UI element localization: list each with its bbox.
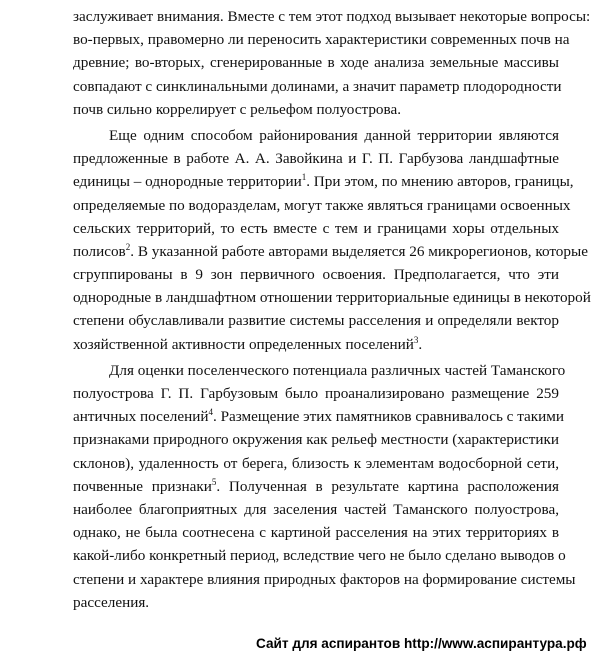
text-line <box>73 286 591 309</box>
text-line <box>73 28 570 51</box>
text-segment: полисов <box>73 242 126 260</box>
text-segment: . Размещение этих памятников сравнивалось с такими <box>212 408 565 426</box>
text-line <box>73 382 559 405</box>
text-segment: во-первых, правомерно ли переносить характеристики современных почв на <box>73 31 570 49</box>
text-line <box>73 405 565 428</box>
text-segment: однородные в ландшафтном отношении территориальные единицы в некоторой <box>73 289 591 307</box>
text-line <box>73 51 559 74</box>
footnote-reference: 1 <box>301 172 307 183</box>
text-segment: заслуживает внимания. Вместе с тем этот подход вызывает некоторые вопросы: <box>73 8 591 25</box>
paragraph <box>73 124 591 356</box>
text-segment: почв сильно коррелирует с рельефом полуострова. <box>73 100 402 118</box>
text-segment: склонов), удаленность от берега, близость к элементам водосборной сети, <box>73 454 559 472</box>
text-segment: почвенные признаки <box>73 477 212 495</box>
text-line <box>73 333 559 356</box>
text-segment: Для оценки поселенческого потенциала различных частей Таманского <box>109 361 566 379</box>
text-line <box>73 498 559 521</box>
text-segment: хозяйственной активности определенных поселений <box>73 335 414 353</box>
paragraph <box>73 359 576 614</box>
text-segment: . В указанной работе авторами выделяется 26 микрорегионов, которые <box>130 242 588 260</box>
text-line <box>73 217 559 240</box>
text-segment: степени обуславливали развитие системы расселения и определяли вектор <box>73 312 559 330</box>
text-segment: полуострова Г. П. Гарбузовым было проанализировано размещение 259 <box>73 385 559 402</box>
text-segment: степени и характере влияния природных факторов на формирование системы <box>73 570 576 588</box>
text-segment: совпадают с синклинальными долинами, а значит параметр плодородности <box>73 77 562 95</box>
text-segment: . При этом, по мнению авторов, границы, <box>306 173 574 191</box>
text-line <box>73 309 559 332</box>
text-line <box>73 98 559 121</box>
text-segment: расселения. <box>73 593 150 611</box>
text-line <box>73 452 559 475</box>
text-segment: наиболее благоприятных для заселения частей Таманского полуострова, <box>73 500 559 518</box>
text-segment: древние; во-вторых, сгенерированные в ходе анализа земельные массивы <box>73 54 559 72</box>
text-segment: . <box>418 335 423 353</box>
text-segment: признаками природного окружения как рельеф местности (характеристики <box>73 431 560 449</box>
text-line <box>73 75 562 98</box>
footnote-reference: 2 <box>125 241 131 252</box>
text-segment: сгруппированы в 9 зон первичного освоения. Предполагается, что эти <box>73 266 559 284</box>
footnote-reference: 5 <box>211 476 217 487</box>
text-line <box>73 359 566 382</box>
text-line <box>73 240 588 263</box>
text-line <box>73 428 559 451</box>
text-line <box>73 147 559 170</box>
footnote-reference: 3 <box>413 334 419 345</box>
text-segment: предложенные в работе А. А. Завойкина и Г. П. Гарбузова ландшафтные <box>73 150 559 168</box>
text-segment: единицы – однородные территории <box>73 173 302 191</box>
document-page <box>73 5 591 614</box>
text-segment: однако, не была соотнесена с картиной расселения на этих территориях в <box>73 524 559 542</box>
text-segment: Еще одним способом районирования данной территории являются <box>109 126 559 144</box>
paragraph <box>73 5 591 121</box>
text-line <box>73 521 559 544</box>
text-line <box>73 194 571 217</box>
text-segment: античных поселений <box>73 408 209 426</box>
text-line <box>73 124 559 147</box>
text-segment: какой-либо конкретный период, вследствие чего не было сделано выводов о <box>73 547 566 565</box>
text-line <box>73 170 574 193</box>
footnote-reference: 4 <box>208 407 213 418</box>
text-line <box>73 263 559 286</box>
text-segment: . Полученная в результате картина расположения <box>216 477 559 495</box>
text-segment: сельских территорий, то есть вместе с тем и границами хоры отдельных <box>73 219 559 237</box>
site-footer-watermark: Сайт для аспирантов http://www.аспирантура.рф <box>256 636 587 651</box>
text-line <box>73 475 559 498</box>
text-line <box>73 568 576 591</box>
text-line <box>73 5 591 28</box>
text-line <box>73 544 566 567</box>
text-line <box>73 591 559 614</box>
text-segment: определяемые по водоразделам, могут также являться границами освоенных <box>73 196 571 214</box>
